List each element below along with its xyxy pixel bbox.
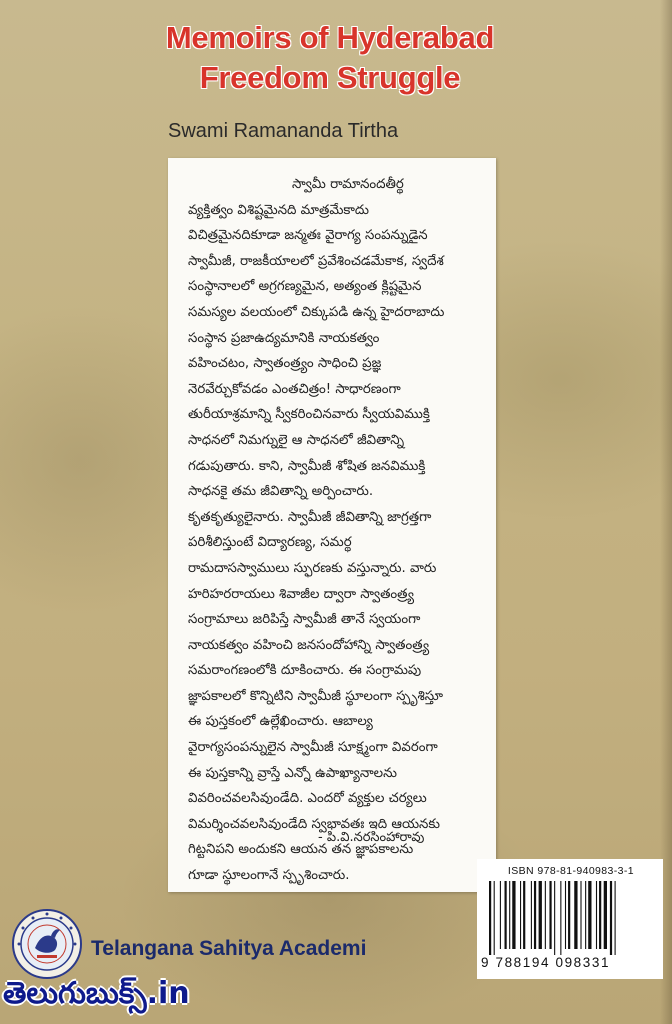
blurb-panel [168,158,496,892]
blurb-line: తురీయాశ్రమాన్ని స్వీకరించినవారు స్వీయవిముక్తి [188,407,430,423]
blurb-line: సాధనకై తమ జీవితాన్ని అర్పించారు. [188,484,374,500]
title-line-2: Freedom Struggle [199,60,461,95]
blurb-line: సమస్యల వలయంలో చిక్కుపడి ఉన్న హైదరాబాదు [188,304,445,320]
blurb-line: హరిహరరాయలు శివాజీల ద్వారా స్వాతంత్ర్య [188,586,415,602]
blurb-line: విమర్శించవలసివుండేది స్వభావతః ఇది ఆయనకు [188,816,440,832]
blurb-line: స్వామీ రామానందతీర్థ [292,177,404,192]
blurb-line: గూడా స్థూలంగానే స్పృశించారు. [188,868,350,884]
blurb-line: సంస్థాన ప్రజాఉద్యమానికి నాయకత్వం [188,330,380,346]
blurb-line: వివరించవలసివుండేది. ఎందరో వ్యక్తుల చర్యలు [188,791,427,807]
blurb-signature: - పి.వి.నరసింహారావు [318,830,425,845]
barcode-digits: 9 788194 098331 [481,955,611,970]
isbn-label: ISBN 978-81-940983-3-1 [507,865,635,877]
blurb-line: నెరవేర్చుకోవడం ఎంతచిత్రం! సాధారణంగా [188,381,401,397]
blurb-line: స్వామీజీ, రాజకీయాలలో ప్రవేశించడమేకాక, స్వదేశ [188,253,444,269]
blurb-line: జ్ఞాపకాలలో కొన్నిటిని స్వామీజీ స్థూలంగా స్పృశిస్తూ [188,688,444,704]
blurb-text [188,172,478,889]
blurb-line: గిట్టనిపని అందుకని ఆయన తన జ్ఞాపకాలను [188,842,414,858]
barcode-icon [489,881,651,955]
title-line-1: Memoirs of Hyderabad [165,20,495,55]
blurb-line: నాయకత్వం వహించి జనసందోహాన్ని స్వాతంత్ర్య [188,637,430,653]
blurb-line: ఈ పుస్తకాన్ని వ్రాస్తే ఎన్నో ఉపాఖ్యానాలను [188,765,398,781]
academy-seal-icon [11,908,83,980]
blurb-line: సంస్థానాలలో అగ్రగణ్యమైన, అత్యంత క్లిష్టమైన [188,279,422,295]
blurb-line: రామదాసస్వాములు స్ఫురణకు వస్తున్నారు. వారు [188,560,437,576]
blurb-line: సాధనలో నిమగ్నులై ఆ సాధనలో జీవితాన్ని [188,432,405,448]
blurb-line: వ్యక్తిత్వం విశిష్టమైనది మాత్రమేకాదు [188,202,369,218]
author-name: Swami Ramananda Tirtha [168,120,399,142]
blurb-line: వహించటం, స్వాతంత్ర్యం సాధించి ప్రజ్ఞ [188,356,382,372]
blurb-line: వైరాగ్యసంపన్నులైన స్వామీజీ సూక్ష్మంగా వివరంగా [188,740,438,756]
blurb-line: సంగ్రామాలు జరిపిస్తే స్వామీజీ తానే స్వయంగా [188,612,421,628]
isbn-barcode-box [477,859,663,979]
blurb-line: ఈ పుస్తకంలో ఉల్లేఖించారు. ఆబాల్య [188,714,373,730]
blurb-line: విచిత్రమైనదికూడా జన్మతః వైరాగ్య సంపన్నుడైన [188,228,428,244]
blurb-line: పరిశీలిస్తుంటే విద్యారణ్య, సమర్థ [188,535,352,551]
blurb-line: కృతకృత్యులైనారు. స్వామీజీ జీవితాన్ని జాగ్రత్తగా [188,509,432,525]
publisher-name: Telangana Sahitya Academi [91,937,367,960]
blurb-line: గడుపుతారు. కాని, స్వామీజీ శోషిత జనవిముక్తి [188,458,426,474]
site-watermark: తెలుగుబుక్స్.in [3,976,190,1011]
blurb-line: సమరాంగణంలోకి దూకించారు. ఈ సంగ్రామపు [188,663,422,679]
